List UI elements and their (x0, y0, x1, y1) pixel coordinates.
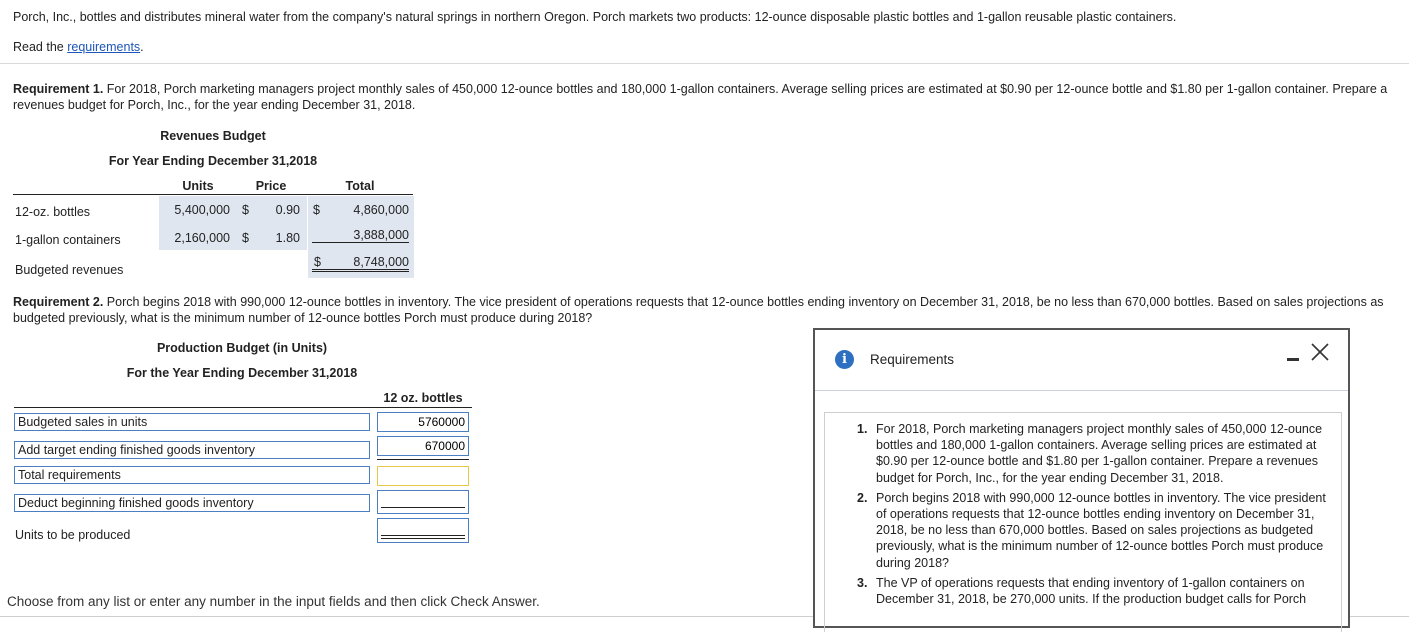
requirement-2-text (13, 294, 1398, 326)
deduct-beginning-inventory-label[interactable]: Deduct beginning finished goods inventory (14, 494, 370, 512)
requirement-2-label: Requirement 2. (13, 295, 104, 309)
requirement-item-text: The VP of operations requests that ending inventory of 1-gallon containers on December 31, 2018, be 270,000 units. If the production budget calls for Porch (876, 575, 1307, 607)
requirements-list-panel (824, 412, 1342, 632)
requirement-item (847, 421, 1327, 486)
bottles-units[interactable]: 5,400,000 (174, 203, 230, 217)
requirement-item (847, 490, 1327, 571)
total-requirements-input[interactable] (377, 466, 469, 486)
revenues-header-rule (13, 194, 413, 195)
requirements-link[interactable]: requirements (67, 40, 141, 54)
close-icon[interactable] (1309, 341, 1331, 363)
requirement-item-text: For 2018, Porch marketing managers project monthly sales of 450,000 12-ounce bottles and 180,000 1-gallon containers. Average selling prices are estimated at $0.90 per 12-ounce bottle and $1.80 per 1-gallon container. Prepare a revenues budget for Porch, Inc., for the year ending December 31, 2018. (876, 422, 1323, 485)
revenues-budget-subtitle: For Year Ending December 31,2018 (108, 154, 318, 168)
containers-price[interactable]: 1.80 (275, 231, 300, 245)
production-header-rule (14, 407, 472, 408)
requirement-item (847, 575, 1327, 607)
requirement-2-body: Porch begins 2018 with 990,000 12-ounce bottles in inventory. The vice president of operations requests that 12-ounce bottles ending inventory on December 31, 2018, be no less than 670,000 bottles. Based on sales projections as budgeted previously, what is the minimum number of 12-ounce bottles Porch must produce during 2018? (13, 295, 1384, 325)
deduct-beginning-inventory-input[interactable] (377, 490, 469, 514)
row-label-containers: 1-gallon containers (15, 233, 121, 247)
info-icon: i (835, 350, 854, 369)
requirement-1-label: Requirement 1. (13, 82, 104, 96)
minimize-icon[interactable] (1287, 358, 1299, 361)
target-ending-inventory-label[interactable]: Add target ending finished goods inventory (14, 441, 370, 459)
col-price-header: Price (255, 179, 287, 193)
bottles-dollar-sign: $ (242, 203, 249, 217)
col-units-header: Units (182, 179, 214, 193)
bottles-total[interactable]: 4,860,000 (353, 203, 409, 217)
requirements-dialog[interactable] (813, 328, 1350, 628)
requirement-1-body: For 2018, Porch marketing managers project monthly sales of 450,000 12-ounce bottles and 180,000 1-gallon containers. Average selling prices are estimated at $0.90 per 12-ounce bottle and $1.80 per 1-gallon container. Prepare a revenues budget for Porch, Inc., for the year ending December 31, 2018. (13, 82, 1388, 112)
production-budget-subtitle: For the Year Ending December 31,2018 (126, 366, 358, 380)
target-ending-inventory-input[interactable] (377, 436, 469, 456)
read-prefix: Read the (13, 40, 68, 54)
requirement-item-number: 2. (857, 490, 868, 505)
requirement-item-text: Porch begins 2018 with 990,000 12-ounce bottles in inventory. The vice president of operations requests that 12-ounce bottles ending inventory on December 31, 2018, be no less than 670,000 bottles. Based on sales projections as budgeted previously, what is the minimum number of 12-ounce bottles Porch must produce during 2018? (876, 490, 1326, 570)
target-underline (377, 459, 469, 460)
requirements-dialog-title: Requirements (870, 352, 955, 367)
containers-units[interactable]: 2,160,000 (174, 231, 230, 245)
produced-double-underline (381, 535, 465, 539)
intro-text: Porch, Inc., bottles and distributes mineral water from the company's natural springs in northern Oregon. Porch markets two products: 12-ounce disposable plastic bottles and 1-gallon reusable plastic containers. (13, 10, 1177, 24)
requirements-list (847, 421, 1327, 611)
containers-total[interactable]: 3,888,000 (312, 228, 409, 243)
budgeted-sales-label[interactable]: Budgeted sales in units (14, 413, 370, 431)
requirements-dialog-header[interactable] (815, 330, 1348, 391)
instruction-footer: Choose from any list or enter any number in the input fields and then click Check Answer. (7, 594, 540, 609)
bottles-total-dollar-sign: $ (313, 203, 320, 217)
col-12oz-bottles-header: 12 oz. bottles (383, 391, 463, 405)
units-to-be-produced-input[interactable] (377, 518, 469, 543)
revenues-budget-title: Revenues Budget (160, 129, 266, 143)
bottles-price[interactable]: 0.90 (275, 203, 300, 217)
read-requirements-line (13, 40, 144, 54)
row-label-bottles: 12-oz. bottles (15, 205, 91, 219)
requirement-item-number: 3. (857, 575, 868, 590)
read-suffix: . (140, 40, 144, 54)
containers-dollar-sign: $ (242, 231, 249, 245)
col-total-header: Total (345, 179, 375, 193)
requirement-item-number: 1. (857, 422, 868, 436)
budgeted-sales-input[interactable] (377, 412, 469, 432)
deduct-underline (381, 507, 465, 508)
requirement-1-text (13, 81, 1398, 113)
budgeted-revenues-total[interactable]: 8,748,000 (312, 255, 409, 272)
budgeted-dollar-sign: $ (314, 255, 321, 269)
units-to-be-produced-label: Units to be produced (15, 528, 131, 542)
total-requirements-label[interactable]: Total requirements (14, 466, 370, 484)
divider (0, 63, 1409, 64)
budgeted-revenues-label: Budgeted revenues (15, 263, 124, 277)
production-budget-title: Production Budget (in Units) (156, 341, 328, 355)
